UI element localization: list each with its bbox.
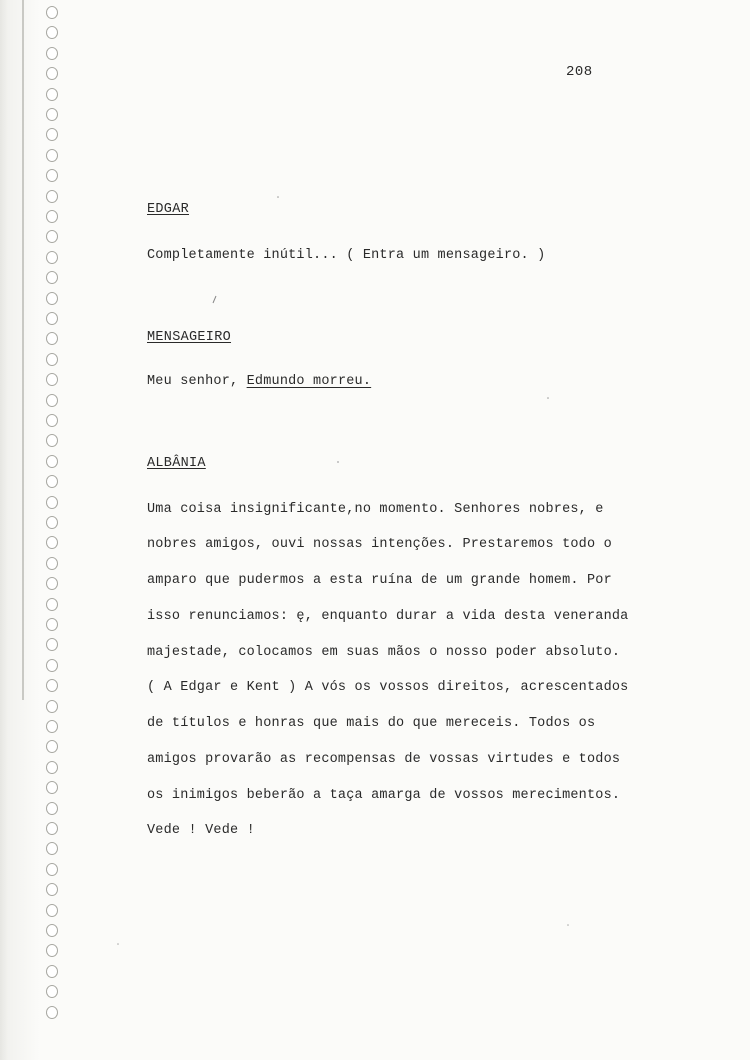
punch-hole xyxy=(46,740,58,753)
albania-line-1: Uma coisa insignificante,no momento. Senhores nobres, e xyxy=(147,502,604,517)
punch-hole xyxy=(46,781,58,794)
punch-hole xyxy=(46,332,58,345)
punch-hole xyxy=(46,128,58,141)
punch-hole xyxy=(46,638,58,651)
mensageiro-line-underlined: Edmundo morreu. xyxy=(246,374,372,389)
punch-hole xyxy=(46,6,58,19)
punch-hole xyxy=(46,230,58,243)
punch-hole xyxy=(46,679,58,692)
punch-hole xyxy=(46,292,58,305)
punch-hole xyxy=(46,659,58,672)
punch-hole xyxy=(46,251,58,264)
punch-hole xyxy=(46,414,58,427)
page-number: 208 xyxy=(566,64,593,80)
binder-edge xyxy=(0,0,40,1060)
punch-hole xyxy=(46,863,58,876)
punch-hole xyxy=(46,88,58,101)
mensageiro-line xyxy=(147,374,371,389)
punch-hole xyxy=(46,557,58,570)
albania-line-9: os inimigos beberão a taça amarga de vossos merecimentos. xyxy=(147,788,621,803)
albania-line-4: isso renunciamos: ę, enquanto durar a vida desta veneranda xyxy=(147,609,629,624)
albania-line-3: amparo que pudermos a esta ruína de um grande homem. Por xyxy=(147,573,612,588)
punch-hole xyxy=(46,455,58,468)
punch-hole xyxy=(46,149,58,162)
punch-hole xyxy=(46,924,58,937)
punch-hole xyxy=(46,1006,58,1019)
punch-hole xyxy=(46,883,58,896)
punch-hole xyxy=(46,312,58,325)
punch-hole xyxy=(46,169,58,182)
punch-hole xyxy=(46,108,58,121)
albania-line-10: Vede ! Vede ! xyxy=(147,823,255,838)
punch-hole xyxy=(46,720,58,733)
punch-hole xyxy=(46,822,58,835)
albania-line-5: majestade, colocamos em suas mãos o nosso poder absoluto. xyxy=(147,645,621,660)
punch-hole xyxy=(46,700,58,713)
punch-hole xyxy=(46,26,58,39)
punch-hole xyxy=(46,944,58,957)
speaker-mensageiro: MENSAGEIRO xyxy=(147,330,232,345)
albania-line-6: ( A Edgar e Kent ) A vós os vossos direitos, acrescentados xyxy=(147,680,629,695)
punch-hole xyxy=(46,67,58,80)
punch-hole xyxy=(46,475,58,488)
punch-hole xyxy=(46,598,58,611)
punch-hole xyxy=(46,496,58,509)
punch-hole xyxy=(46,271,58,284)
albania-line-8: amigos provarão as recompensas de vossas virtudes e todos xyxy=(147,752,621,767)
punch-hole xyxy=(46,516,58,529)
speaker-edgar: EDGAR xyxy=(147,202,190,217)
punch-hole xyxy=(46,434,58,447)
punch-hole xyxy=(46,577,58,590)
punch-hole xyxy=(46,210,58,223)
punch-hole xyxy=(46,394,58,407)
punch-hole xyxy=(46,761,58,774)
punch-hole xyxy=(46,536,58,549)
albania-line-2: nobres amigos, ouvi nossas intenções. Prestaremos todo o xyxy=(147,537,612,552)
speaker-albania: ALBÂNIA xyxy=(147,456,206,471)
mensageiro-line-start: Meu senhor, xyxy=(147,374,247,389)
punch-hole xyxy=(46,373,58,386)
punch-hole xyxy=(46,904,58,917)
punch-hole xyxy=(46,802,58,815)
binder-line xyxy=(22,0,24,700)
edgar-line: Completamente inútil... ( Entra um mensageiro. ) xyxy=(147,248,546,263)
punch-holes xyxy=(46,0,66,1060)
punch-hole xyxy=(46,353,58,366)
punch-hole xyxy=(46,965,58,978)
punch-hole xyxy=(46,47,58,60)
punch-hole xyxy=(46,190,58,203)
albania-line-7: de títulos e honras que mais do que mereceis. Todos os xyxy=(147,716,596,731)
punch-hole xyxy=(46,985,58,998)
punch-hole xyxy=(46,842,58,855)
punch-hole xyxy=(46,618,58,631)
